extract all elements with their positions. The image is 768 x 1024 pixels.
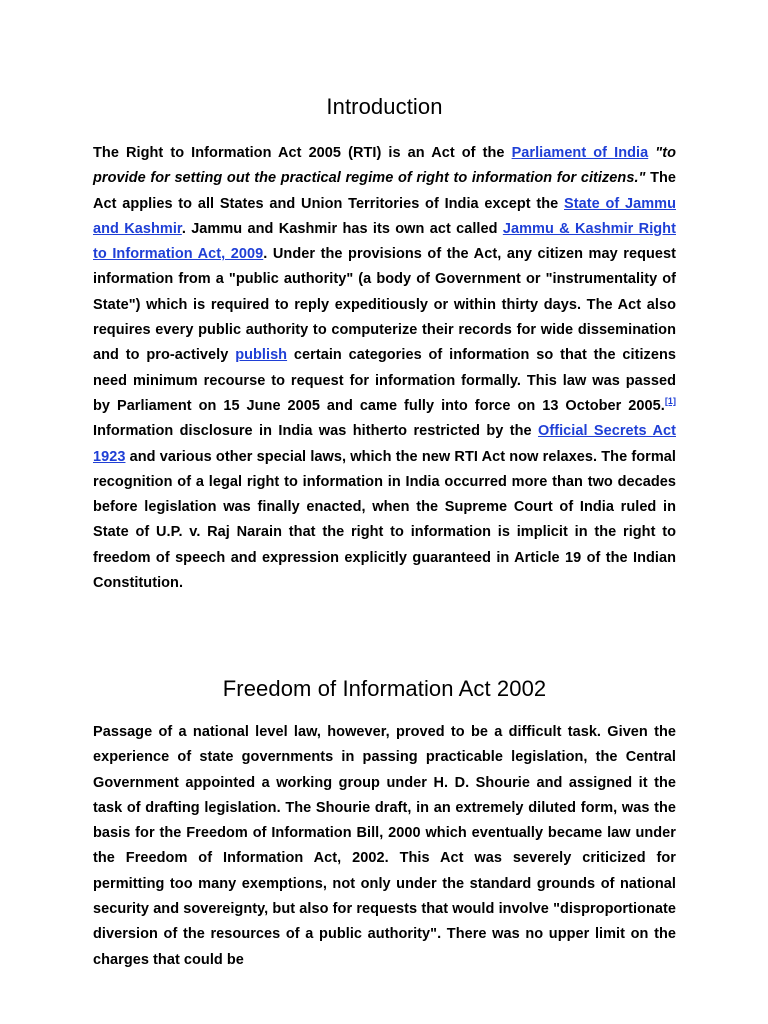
section-heading-freedom-of-information-act: Freedom of Information Act 2002	[222, 676, 547, 701]
footnote-ref	[665, 396, 676, 406]
link-state-of-jammu-and-kashmir[interactable]: State of Jammu and Kashmir	[93, 195, 677, 237]
text-run: . Jammu and Kashmir has its own act called	[181, 220, 503, 237]
text-run: and various other special laws, which the new RTI Act now relaxes. The formal recognition of a legal right to information in India occurred more than two decades before legislation was finally enacted, when the Supreme Court of India ruled in State of U.P. v. Raj Narain that the right to information is implicit in the right to freedom of speech and expression explicitly guaranteed in Article 19 of the Indian Constitution.	[93, 448, 676, 592]
footnote-link[interactable]: [1]	[664, 396, 676, 407]
link-jk-rti-act-2009[interactable]: Jammu & Kashmir Right to Information Act, 2009	[93, 220, 676, 263]
link-official-secrets-act-1923[interactable]: Official Secrets Act 1923	[93, 423, 676, 465]
link-parliament-of-india[interactable]: Parliament of India	[511, 145, 649, 161]
text-run: . Under the provisions of the Act, any citizen may request information from a "public authority" (a body of Government or "instrumentality of State") which is required to reply expeditiously or within thirty days. The Act also requires every public authority to computerize their records for wide dissemination and to pro-actively	[93, 246, 676, 364]
text-run: Information disclosure in India was hitherto restricted by the	[93, 423, 539, 440]
text-run: certain categories of information so that the citizens need minimum recourse to request for information formally. This law was passed by Parliament on 15 June 2005 and came fully into force on 13 October 2005.	[93, 347, 676, 414]
link-publish[interactable]: publish	[235, 347, 288, 364]
foia-paragraph: Passage of a national level law, however, proved to be a difficult task. Given the experience of state governments in passing practicable legislation, the Central Government appointed a working group under H. D. Shourie and assigned it the task of drafting legislation. The Shourie draft, in an extremely diluted form, was the basis for the Freedom of Information Bill, 2000 which eventually became law under the Freedom of Information Act, 2002. This Act was severely criticized for permitting too many exemptions, not only under the standard grounds of national security and sovereignty, but also for requests that would involve "disproportionate diversion of the resources of a public authority". There was no upper limit on the charges that could be	[93, 724, 676, 968]
section-heading-introduction: Introduction	[326, 94, 443, 119]
italic-quote: "to provide for setting out the practical regime of right to information for citizens."	[93, 145, 676, 187]
text-run: The Right to Information Act 2005 (RTI) is an Act of the	[93, 145, 512, 161]
introduction-paragraph	[93, 141, 676, 596]
text-run: The Act applies to all States and Union Territories of India except the	[93, 170, 677, 212]
